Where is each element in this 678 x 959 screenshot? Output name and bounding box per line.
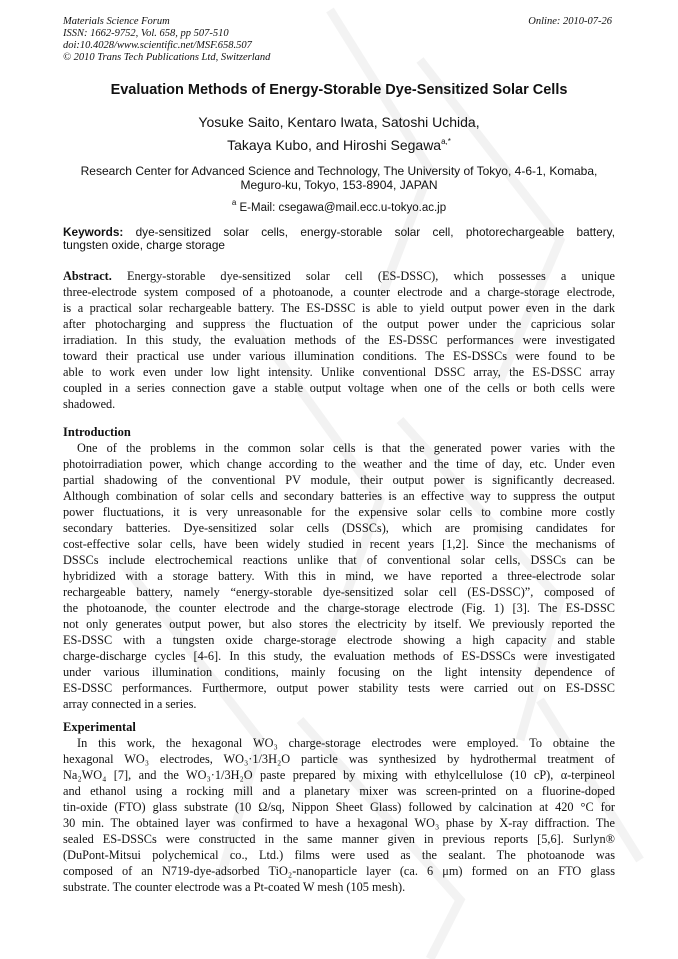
email-line bbox=[50, 198, 628, 214]
introduction-line: power fluctuations, it is very unreasonable for the expensive solar cells to combine more costly bbox=[63, 505, 615, 519]
abstract-label: Abstract. bbox=[63, 269, 112, 283]
introduction-heading: Introduction bbox=[63, 425, 131, 439]
experimental-line: substrate. The counter electrode was a Pt-coated W mesh (105 mesh). bbox=[63, 880, 406, 894]
introduction-line: hybridized with a storage battery. With this in mind, we have reported a three-electrode solar bbox=[63, 569, 615, 583]
keywords-section bbox=[63, 226, 615, 252]
affiliation-line-1: Research Center for Advanced Science and Technology, The University of Tokyo, 4-6-1, Komaba, bbox=[80, 164, 598, 178]
experimental-line: and ethanol using a rocking mill and a planetary mixer was screen-printed on a fluorine-doped bbox=[63, 784, 615, 798]
email-mark: a bbox=[231, 198, 237, 207]
introduction-line: the photoanode, the counter electrode and the charge-storage electrode (Fig. 1) [3]. The ES-DSSC bbox=[63, 601, 615, 615]
abstract-line: three-electrode system composed of a photoanode, a counter electrode and a charge-storage electrode, bbox=[63, 285, 615, 299]
introduction-line: cost-effective solar cells, have been widely studied in recent years [1,2]. Since the mechanisms of bbox=[63, 537, 615, 551]
keywords-text: dye-sensitized solar cells, energy-storable solar cell, photorechargeable battery, bbox=[123, 225, 615, 239]
experimental-line: (DuPont-Mitsui polychemical co., Ltd.) films were used as the sealant. The photoanode was bbox=[63, 848, 615, 862]
affiliation-line-2: Meguro-ku, Tokyo, 153-8904, JAPAN bbox=[240, 178, 438, 192]
authors-line-1: Yosuke Saito, Kentaro Iwata, Satoshi Uchida, bbox=[198, 114, 480, 130]
abstract-line: is a practical solar rechargeable battery. The ES-DSSC is able to yield output power even in the dark bbox=[63, 301, 615, 315]
journal-name: Materials Science Forum bbox=[63, 16, 170, 27]
introduction-line: DSSCs include electrochemical reactions unlike that of conventional solar cells, DSSCs can be bbox=[63, 553, 615, 567]
experimental-line: In this work, the hexagonal WO₃ charge-storage electrodes were employed. To obtaine the bbox=[77, 736, 615, 750]
author-affiliation-mark: a,* bbox=[441, 137, 451, 146]
introduction-line: not only generates output power, but also stores the electricity by itself. We previously reported the bbox=[63, 617, 615, 631]
introduction-line: under various illumination conditions, mainly focusing on the light intensity dependence of bbox=[63, 665, 615, 679]
introduction-line: array connected in a series. bbox=[63, 697, 197, 711]
abstract-line: irradiation. In this study, the evaluation methods of the ES-DSSC performances were investigated bbox=[63, 333, 615, 347]
keywords-line: tungsten oxide, charge storage bbox=[63, 238, 225, 252]
authors-line-2 bbox=[50, 137, 628, 153]
introduction-line: partial shadowing of the conventional PV module, their output power is significantly decreased. bbox=[63, 473, 615, 487]
abstract-text: Energy-storable dye-sensitized solar cell (ES-DSSC), which possesses a unique bbox=[111, 269, 615, 283]
experimental-section bbox=[63, 719, 615, 895]
abstract-line: coupled in a series connection gave a stable output voltage when one of the cells or both cells were bbox=[63, 381, 615, 395]
introduction-line: charge-discharge cycles [4-6]. In this study, the evaluation methods of ES-DSSCs were investigated bbox=[63, 649, 615, 663]
abstract-line: toward their practical use under various illumination conditions. The ES-DSSCs were found to be bbox=[63, 349, 615, 363]
introduction-line: ES-DSSC performances. Furthermore, output power stability tests were carried out on ES-DSSC bbox=[63, 681, 615, 695]
authors-line-2-text: Takaya Kubo, and Hiroshi Segawa bbox=[227, 137, 442, 153]
introduction-line: Although combination of solar cells and secondary batteries is an effective way to suppress the output bbox=[63, 489, 615, 503]
introduction-line: rechargeable battery, namely “energy-storable dye-sensitized solar cell (ES-DSSC)”, composed of bbox=[63, 585, 615, 599]
introduction-line: photoirradiation power, which change according to the weather and the time of day, etc. Under even bbox=[63, 457, 615, 471]
keywords-label: Keywords: bbox=[63, 225, 124, 239]
experimental-line: Na₂WO₄ [7], and the WO₃·1/3H₂O paste prepared by mixing with ethylcellulose (10 cP), α-terpineol bbox=[63, 768, 615, 782]
abstract-section bbox=[63, 268, 615, 412]
copyright-line: © 2010 Trans Tech Publications Ltd, Switzerland bbox=[63, 52, 271, 63]
issn-line: ISSN: 1662-9752, Vol. 658, pp 507-510 bbox=[63, 28, 229, 39]
introduction-section bbox=[63, 424, 615, 712]
doi-line: doi:10.4028/www.scientific.net/MSF.658.507 bbox=[63, 40, 252, 51]
experimental-line: sealed ES-DSSCs were constructed in the same manner given in previous reports [5,6]. Surlyn® bbox=[63, 832, 615, 846]
abstract-line: shadowed. bbox=[63, 397, 116, 411]
experimental-line: 30 min. The obtained layer was confirmed to have a hexagonal WO₃ phase by X-ray diffraction. The bbox=[63, 816, 615, 830]
abstract-line: able to work even under low light intensity. Unlike conventional DSSC array, the ES-DSSC array bbox=[63, 365, 615, 379]
experimental-heading: Experimental bbox=[63, 720, 136, 734]
introduction-line: secondary batteries. Dye-sensitized solar cells (DSSCs), which are promising candidates for bbox=[63, 521, 615, 535]
email-address: E-Mail: csegawa@mail.ecc.u-tokyo.ac.jp bbox=[236, 202, 447, 214]
introduction-line: ES-DSSC with a tungsten oxide charge-storage electrode showing a high capacity and stable bbox=[63, 633, 615, 647]
online-date: Online: 2010-07-26 bbox=[528, 16, 612, 27]
experimental-line: composed of an N719-dye-adsorbed TiO₂-nanoparticle layer (ca. 6 μm) formed on an FTO glass bbox=[63, 864, 615, 878]
abstract-line: after photocharging and suppress the fluctuation of the output power under the capricious solar bbox=[63, 317, 615, 331]
experimental-line: hexagonal WO₃ electrodes, WO₃·1/3H₂O particle was synthesized by hydrothermal treatment of bbox=[63, 752, 615, 766]
abstract-line bbox=[63, 268, 615, 284]
experimental-line: tin-oxide (FTO) glass substrate (10 Ω/sq, Nippon Sheet Glass) followed by calcination at 420 °C for bbox=[63, 800, 615, 814]
paper-title: Evaluation Methods of Energy-Storable Dye-Sensitized Solar Cells bbox=[110, 82, 568, 98]
introduction-line: One of the problems in the common solar cells is that the generated power varies with the bbox=[77, 441, 615, 455]
